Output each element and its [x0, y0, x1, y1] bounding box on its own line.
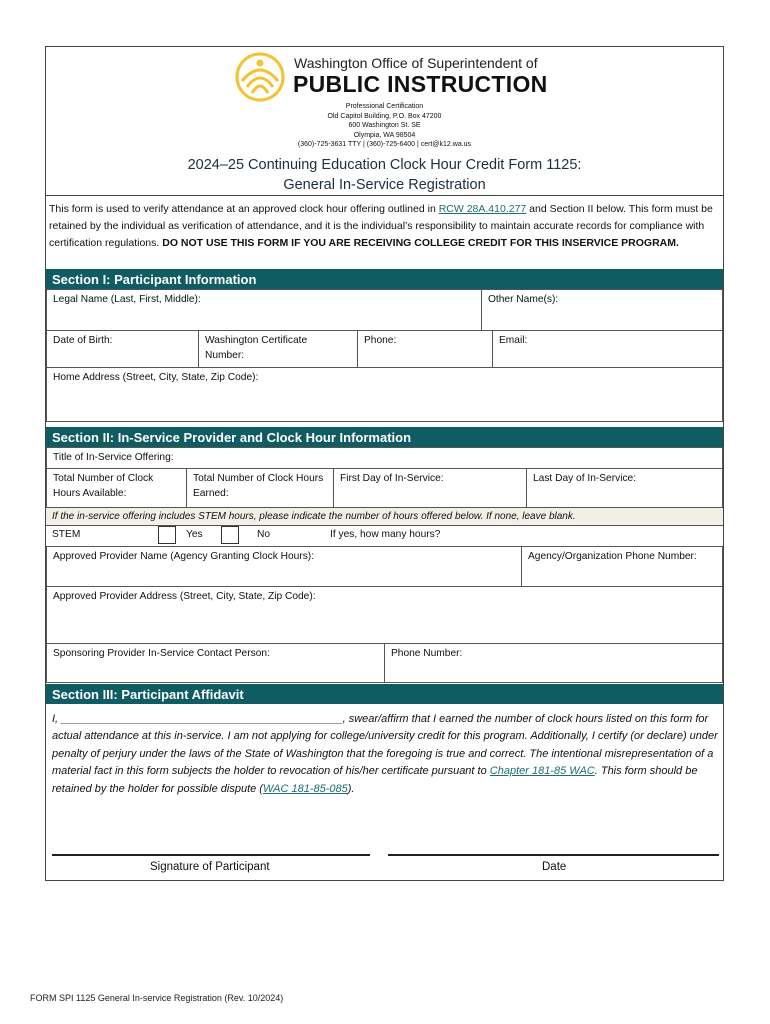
signature-line[interactable] — [52, 854, 370, 856]
section-title: Section I: Participant Information — [46, 269, 723, 289]
section-title: Section II: In-Service Provider and Clock Hour Information — [46, 427, 723, 447]
provider-name-field[interactable]: Approved Provider Name (Agency Granting Clock Hours): — [46, 546, 522, 587]
affidavit-statement: I, ______________________________________________, swear/affirm that I earned the number of clock hours listed on this form for actual attendance at this in-service. I am not applying for college/university credit for this program. Additionally, I certify (or declare) under penalty of perjury under the laws of the State of Washington that the foregoing is true and correct. The intentional misrepresentation of a material fact in this form subjects the holder to revocation of his/her certificate pursuant to — [52, 713, 718, 778]
provider-address-field[interactable]: Approved Provider Address (Street, City, State, Zip Code): — [46, 586, 723, 644]
contact-block — [46, 102, 723, 150]
date-line[interactable] — [388, 854, 719, 856]
section-title: Section III: Participant Affidavit — [46, 684, 723, 704]
intro-text-cont: and Section II below. This form must be retained by the individual as verification of attendance, and it is the individual’s responsibility to maintain accurate records for compliance with certification regulations. — [49, 203, 713, 249]
stem-label: STEM — [52, 529, 81, 540]
agency-phone-field[interactable]: Agency/Organization Phone Number: — [521, 546, 723, 587]
offering-title-field[interactable]: Title of In-Service Offering: — [46, 447, 723, 469]
form-frame — [45, 46, 724, 881]
email-field[interactable]: Email: — [492, 330, 723, 368]
home-address-field[interactable]: Home Address (Street, City, State, Zip Code): — [46, 367, 723, 422]
section-participant-info — [46, 269, 723, 422]
phone-field[interactable]: Phone: — [357, 330, 493, 368]
stem-note: If the in-service offering includes STEM hours, please indicate the number of hours offered below. If none, leave blank. — [46, 507, 723, 526]
chapter-wac-link[interactable]: Chapter 181-85 WAC — [489, 765, 595, 778]
signature-label: Signature of Participant — [150, 861, 270, 873]
section-affidavit — [46, 684, 723, 881]
agency-name: Washington Office of Superintendent of — [294, 55, 538, 71]
ospi-logo-icon — [232, 51, 288, 103]
hours-earned-field[interactable]: Total Number of Clock Hours Earned: — [186, 468, 334, 508]
divider — [46, 195, 723, 196]
college-credit-warning: DO NOT USE THIS FORM IF YOU ARE RECEIVING COLLEGE CREDIT FOR THIS INSERVICE PROGRAM. — [162, 237, 679, 249]
dob-field[interactable]: Date of Birth: — [46, 330, 199, 368]
form-title-line1: 2024–25 Continuing Education Clock Hour Credit Form 1125: — [187, 157, 582, 173]
form-title — [46, 155, 723, 195]
legal-name-field[interactable]: Legal Name (Last, First, Middle): — [46, 289, 482, 331]
form-footer: FORM SPI 1125 General In-service Registration (Rev. 10/2024) — [30, 993, 284, 1003]
affidavit-statement-end: ). — [347, 782, 355, 795]
form-header — [46, 47, 723, 197]
contact-phone-field[interactable]: Phone Number: — [384, 643, 723, 683]
contact-line: (360)-725-3631 TTY | (360)-725-6400 | cert@k12.wa.us — [297, 141, 472, 148]
contact-line: Old Capitol Building, P.O. Box 47200 — [327, 112, 442, 120]
affidavit-text — [52, 711, 720, 798]
no-label: No — [257, 529, 271, 540]
intro-paragraph — [49, 201, 721, 252]
contact-line: Professional Certification — [345, 103, 424, 110]
certificate-number-field[interactable]: Washington Certificate Number: — [198, 330, 358, 368]
intro-text: This form is used to verify attendance at an approved clock hour offering outlined in — [49, 203, 439, 215]
section-provider-info — [46, 427, 723, 683]
stem-row — [46, 526, 723, 546]
hours-available-field[interactable]: Total Number of Clock Hours Available: — [46, 468, 187, 508]
contact-person-field[interactable]: Sponsoring Provider In-Service Contact Person: — [46, 643, 385, 683]
wac-link[interactable]: WAC 181-85-085 — [262, 782, 348, 795]
stem-hours-label: If yes, how many hours? — [330, 529, 441, 540]
stem-yes-checkbox[interactable] — [158, 526, 176, 544]
last-day-field[interactable]: Last Day of In-Service: — [526, 468, 723, 508]
contact-line: 600 Washington St. SE — [348, 122, 421, 129]
contact-line: Olympia, WA 98504 — [353, 131, 416, 139]
rcw-link[interactable]: RCW 28A.410.277 — [438, 203, 527, 215]
agency-title: PUBLIC INSTRUCTION — [293, 71, 548, 97]
yes-label: Yes — [186, 529, 203, 540]
other-names-field[interactable]: Other Name(s): — [481, 289, 723, 331]
affidavit-statement-cont: . This form should be retained by the holder for possible dispute ( — [52, 765, 698, 795]
form-title-line2: General In-Service Registration — [283, 177, 486, 193]
first-day-field[interactable]: First Day of In-Service: — [333, 468, 527, 508]
stem-no-checkbox[interactable] — [221, 526, 239, 544]
date-label: Date — [542, 861, 567, 873]
